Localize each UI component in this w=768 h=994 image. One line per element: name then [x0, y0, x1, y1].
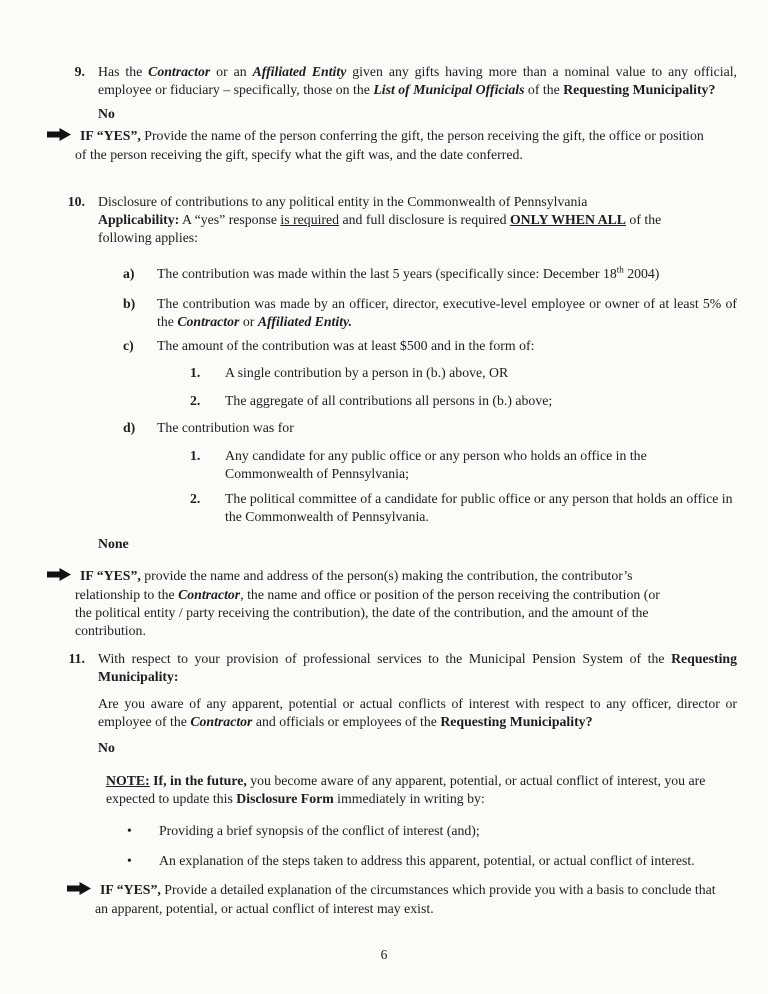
question-9	[57, 63, 737, 123]
item-c-sub-1-label: 1.	[190, 365, 201, 380]
bullet-item-1-text: Providing a brief synopsis of the conflict of interest (and);	[159, 823, 480, 838]
arrow-right-icon	[61, 568, 71, 586]
question-9-answer: No	[98, 106, 115, 121]
item-c-sub-2-text: The aggregate of all contributions all persons in (b.) above;	[225, 393, 553, 408]
item-d-sub-1-text: Any candidate for any public office or any person who holds an office in the Commonwealth of Pennsylvania;	[225, 448, 647, 481]
question-11-answer: No	[98, 740, 115, 755]
item-b-text: The contribution was made by an officer, director, executive-level employee or owner of at least 5% of the Contractor or Affiliated Entity.	[157, 296, 737, 329]
item-c-sub-2	[190, 392, 737, 410]
question-10	[57, 193, 737, 553]
page-number: 6	[380, 947, 388, 962]
question-9-text: Has the Contractor or an Affiliated Entity given any gifts having more than a nominal value to any official, employee or fiduciary – specifically, those on the List of Municipal Officials of the Requesting Municipality?	[98, 64, 737, 97]
item-c-sub-2-label: 2.	[190, 393, 201, 408]
arrow-right-icon	[81, 882, 91, 900]
question-11-number: 11.	[68, 651, 85, 666]
item-d-label: d)	[123, 420, 136, 435]
item-b	[123, 295, 737, 331]
question-10-applicability: Applicability: A “yes” response is required and full disclosure is required ONLY WHEN ALL of the following applies:	[98, 212, 662, 245]
item-a	[123, 265, 737, 283]
item-d-sub-1	[190, 447, 737, 483]
item-c-sub-1-text: A single contribution by a person in (b.) above, OR	[225, 365, 509, 380]
item-a-label: a)	[123, 266, 135, 281]
question-10-line1: Disclosure of contributions to any political entity in the Commonwealth of Pennsylvania	[98, 194, 588, 209]
question-11-intro: With respect to your provision of professional services to the Municipal Pension System of the Requesting Municipality:	[98, 651, 737, 684]
item-b-label: b)	[123, 296, 136, 311]
item-c-text: The amount of the contribution was at least $500 and in the form of:	[157, 338, 535, 353]
question-10-ifyes-instruction: IF “YES”, provide the name and address of the person(s) making the contribution, the contributor’s relationship to the Contractor, the name and office or position of the person receiving the contribution (or the political entity / party receiving the contribution), the date of the contribution, and the amount of the contribution.	[75, 567, 675, 640]
item-d	[123, 419, 737, 437]
question-11-text: Are you aware of any apparent, potential or actual conflicts of interest with respect to any officer, director or employee of the Contractor and officials or employees of the Requesting Municipality?	[98, 696, 737, 729]
question-11-ifyes-instruction: IF “YES”, Provide a detailed explanation of the circumstances which provide you with a basis to conclude that an apparent, potential, or actual conflict of interest may exist.	[95, 881, 717, 918]
item-c-sub-1	[190, 364, 737, 382]
item-d-sub-2	[190, 490, 737, 526]
question-10-number: 10.	[67, 194, 85, 209]
item-c	[123, 337, 737, 355]
item-c-label: c)	[123, 338, 134, 353]
bullet-item-1	[125, 822, 737, 840]
arrow-right-icon	[61, 128, 71, 146]
item-d-text: The contribution was for	[157, 420, 294, 435]
question-9-number: 9.	[74, 64, 85, 79]
question-9-ifyes-instruction: IF “YES”, Provide the name of the person conferring the gift, the person receiving the gift, the office or position of the person receiving the gift, specify what the gift was, and the date conferred.	[75, 127, 711, 164]
question-10-answer: None	[98, 536, 129, 551]
item-a-text: The contribution was made within the last 5 years (specifically since: December 18th 2004)	[157, 264, 660, 281]
item-d-sub-2-text: The political committee of a candidate for public office or any person that holds an office in the Commonwealth of Pennsylvania.	[225, 491, 733, 524]
question-11	[57, 650, 737, 870]
note-paragraph: NOTE: If, in the future, you become aware of any apparent, potential, or actual conflict of interest, you are expected to update this Disclosure Form immediately in writing by:	[106, 773, 706, 806]
bullet-icon: •	[127, 853, 132, 868]
item-d-sub-1-label: 1.	[190, 448, 201, 463]
bullet-item-2-text: An explanation of the steps taken to address this apparent, potential, or actual conflict of interest.	[159, 853, 695, 868]
bullet-icon: •	[127, 823, 132, 838]
item-d-sub-2-label: 2.	[190, 491, 201, 506]
bullet-item-2	[125, 852, 737, 870]
